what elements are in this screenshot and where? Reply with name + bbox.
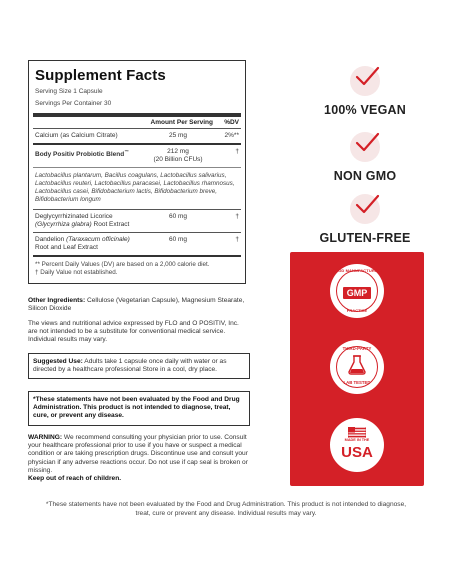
warning-text: WARNING: We recommend consulting your physician prior to use. Consult your healthcare professional prior to use if you have or suspect a medical condition or are taking prescription drugs. Discontinue use and consult your physician if any adverse reactions occur. Do not use if cap seal is broken or missing. Keep out of reach of children. <box>28 434 248 483</box>
suggested-use-box: Suggested Use: Adults take 1 capsule once daily with water or as directed by a healthcare professional Store in a cool, dry place. <box>28 353 250 379</box>
serving-size: Serving Size 1 Capsule <box>35 88 103 95</box>
claim-label: NON GMO <box>333 169 397 183</box>
certification-panel <box>290 252 424 486</box>
nutrient-row-dandelion <box>33 233 241 255</box>
made-in-usa-badge <box>330 418 384 472</box>
dv-header: %DV <box>224 119 239 126</box>
nutrient-dv: † <box>235 236 239 243</box>
amount-per-serving-header: Amount Per Serving <box>150 119 213 126</box>
gmp-badge <box>330 264 384 318</box>
nutrient-name: Calcium (as Calcium Citrate) <box>35 132 118 139</box>
nutrient-row-blend <box>33 145 241 167</box>
claim-label: GLUTEN-FREE <box>319 231 411 245</box>
supplement-facts-panel <box>28 60 246 284</box>
facts-footnote: ** Percent Daily Values (DV) are based on a 2,000 calorie diet. † Daily Value not established. <box>35 261 210 276</box>
usa-center-text: USA <box>341 444 373 461</box>
lab-arc-bottom: LAB TESTED <box>343 380 371 385</box>
nutrient-name: Deglycyrrhizinated Licorice (Glycyrrhiza glabra) Root Extract <box>35 213 130 228</box>
fda-statement-box: *These statements have not been evaluated by the Food and Drug Administration. This product is not intended to diagnose, treat, cure, or prevent any disease. <box>28 391 250 426</box>
nutrient-name: Dandelion (Taraxacum officinale) Root and Leaf Extract <box>35 236 130 251</box>
gmp-center: GMP <box>343 287 372 299</box>
nutrient-row-calcium <box>33 129 241 143</box>
facts-header-row <box>33 117 241 128</box>
nutrient-amount: 60 mg <box>168 213 188 220</box>
claim-non-gmo <box>300 132 430 183</box>
flask-icon <box>330 354 384 381</box>
claim-label: 100% VEGAN <box>324 103 406 117</box>
gmp-arc-bottom: PRACTICE <box>346 308 368 313</box>
nutrient-amount: 60 mg <box>168 236 188 243</box>
nutrient-row-licorice <box>33 210 241 232</box>
nutrient-dv: † <box>235 213 239 220</box>
nutrient-dv: † <box>235 148 239 155</box>
claim-gluten-free <box>300 194 430 245</box>
gmp-arc-top: GOOD MANUFACTURING <box>331 268 383 273</box>
nutrient-amount: 212 mg (20 Billion CFUs) <box>153 148 203 163</box>
check-icon <box>350 194 380 224</box>
bottom-disclaimer: *These statements have not been evaluated by the Food and Drug Administration. This product is not intended to diagnose, treat, cure or prevent any disease. Individual results may vary. <box>45 501 407 517</box>
facts-title: Supplement Facts <box>35 67 166 84</box>
nutrient-amount: 25 mg <box>168 132 188 139</box>
probiotic-strains: Lactobacillus plantarum, Bacillus coagulans, Lactobacillus salivarius, Lactobacillus reuteri, Lactobacillus paracasei, Lactobacillus rhamnosus, Lactobacillus casei, Bifidobacterium lactis, Bifidobacterium breve, Bifidobacterium longum <box>35 172 235 203</box>
other-ingredients: Other Ingredients: Cellulose (Vegetarian Capsule), Magnesium Stearate, Silicon Dioxide <box>28 297 245 313</box>
nutrient-name: Body Positiv Probiotic Blend™ <box>35 149 129 159</box>
check-icon <box>350 132 380 162</box>
claim-vegan <box>300 66 430 117</box>
lab-arc-top: THIRD-PARTY <box>342 346 372 351</box>
views-disclaimer: The views and nutritional advice expressed by FLO and O POSITIV, Inc. are not intended to be a substitute for conventional medical service. Individual results may vary. <box>28 320 239 344</box>
check-icon <box>350 66 380 96</box>
usa-top-text: MADE IN THE <box>344 438 370 442</box>
servings-per-container: Servings Per Container 30 <box>35 100 112 107</box>
lab-tested-badge <box>330 340 384 394</box>
nutrient-dv: 2%** <box>224 132 239 139</box>
